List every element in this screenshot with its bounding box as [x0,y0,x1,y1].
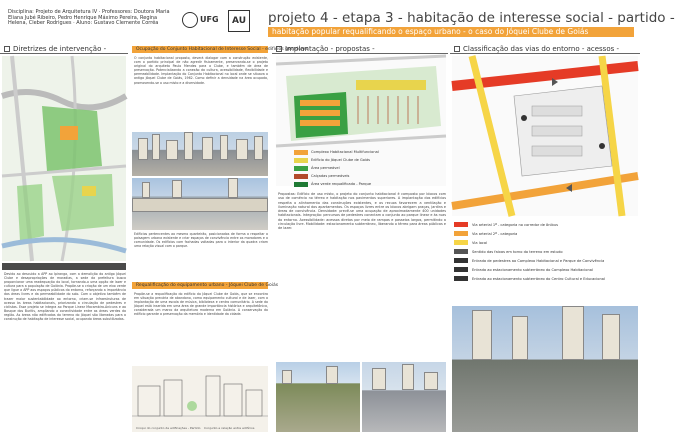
roads-legend [454,220,638,283]
poster-title: projeto 4 - etapa 3 - habitação de interesse social - partido - [268,10,675,26]
poster-subtitle: habitação popular requalificando o espaço urbano - o caso do Jóquei Clube de Goiás [272,27,589,36]
course-info-text: Disciplina: Projeto de Arquitetura IV · Professores: Doutora Maria Eliana Jubé Ribeiro, Pedro Henrique Máximo Pereira, Regina Helena, Cleber Rodrigues · Aluno: Gustavo Clemente Corrêa [8,9,170,26]
legend-label: Complexo Habitacional Multifuncional [311,150,379,154]
buildings-text: Edifícios pertencentes ao mesmo quarteirão, posicionados de forma a respeitar a paisagem urbana existente e criar espaços de convivência entre os moradores e a comunidade. Os edifícios com fachadas voltadas para o interior da quadra criam uma relação visual com o parque. [134,232,268,249]
legend-label: Via arterial 2ª - categoria [472,231,518,236]
ufg-logo-text: UFG [200,15,219,24]
legend-swatch [294,150,308,155]
legend-swatch [454,249,468,254]
section-heading [0,44,128,54]
legend-swatch [294,174,308,179]
legend-label: Área permeável [311,166,340,170]
legend-label: Via local [472,240,488,245]
occupation-text: O conjunto habitacional proposto, deverá dialogar com a construção existente, com o partido principal de não agredir fisicamente, preservando-se o projeto original do arquiteto Paulo Mendes para o Clube, e também de área de preservação. Potencializando a conexão da cultura, acessibilidade, flexibilidade e permeabilidade. Implantação do Conjunto Habitacional no local onde se situava o antigo Jóquei Clube de Goiás, 1962. Como definir a densidade na área ocupada, promovendo-se o uso misto e a diversidade. [134,56,268,85]
legend-swatch [294,166,308,171]
legend-item [454,247,638,256]
column-roads [450,44,640,434]
occupation-heading: Ocupação do Conjunto Habitacional de Interesse Social - edifícios geradores [132,46,268,53]
map-caption-bar [2,263,126,270]
implantation-heading: Implantação - propostas - [285,44,375,53]
section-marker-icon [454,46,460,52]
implantation-legend [294,148,394,188]
jockey-club-photo [132,178,268,230]
au-logo: AU [228,10,250,32]
legend-swatch [454,276,468,281]
legend-item [294,180,394,188]
interventions-heading: Diretrizes de intervenção - [13,44,107,53]
park-photo [276,362,360,432]
legend-label: Área verde requalificada - Parque [311,182,372,186]
section-marker-icon [276,46,282,52]
column-interventions [0,44,128,434]
legend-swatch [454,231,468,236]
legend-item [454,265,638,274]
roads-heading: Classificação das vias do entorno - acessos - [463,44,619,53]
legend-label: Edifício do Jóquei Clube de Goiás [311,158,371,162]
legend-label: Entrada ao estacionamento subterrâneo do Complexo Habitacional [472,267,593,272]
intervention-map [2,56,126,261]
sketch-panel [132,366,268,432]
legend-label: Via arterial 1ª - categoria no corredor de ônibus [472,222,558,227]
legend-item [454,229,638,238]
legend-item [454,220,638,229]
course-info [8,10,173,32]
skyline-photo [132,132,268,176]
legend-item [294,172,394,180]
section-heading [450,44,640,54]
avenue-photo [452,306,638,432]
legend-item [294,148,394,156]
poster-header [0,0,675,44]
legend-swatch [294,182,308,187]
street-photo [362,362,446,432]
sketch-drawing [132,366,268,432]
column-implantation [272,44,448,434]
legend-item [454,238,638,247]
legend-item [294,164,394,172]
section-heading [272,44,448,54]
legend-label: Calçadas permeáveis [311,174,350,178]
road-map-drawing [452,56,638,216]
legend-item [294,156,394,164]
legend-label: Entrada de pedestres ao Complexo Habitacional e Parque de Convivência [472,258,605,263]
legend-item [454,256,638,265]
column-occupation [130,44,308,434]
ufg-seal-icon [182,12,198,28]
proposals-text: Propostas: Edifício de uso misto, o projeto do conjunto habitacional é composto por blocos com uso de comércio no térreo e habitação nos pavimentos superiores. A implantação dos edifícios respeita o alinhamento das construções existentes, e os recuos favorecem a ventilação e iluminação natural dos apartamentos. Os espaços livres entre os blocos abrigam praças, jardins e áreas de convivência. Densidade: prevê-se uma ocupação de aproximadamente 400 unidades habitacionais. Integração: percursos de pedestres conectam o conjunto ao parque linear e às ruas do entorno. Acessibilidade: acessos diretos por meio de rampas e passeios largos, permitindo a circulação livre. Mobilidade: estacionamento subterrâneo, liberando o térreo para áreas públicas e de lazer. [278,192,446,231]
legend-swatch [454,267,468,272]
legend-label: Sentido das faixas em torno do terreno em estudo [472,249,563,254]
sketch-caption-left: Croqui do conjunto de edificações - Partido [136,426,201,430]
ufg-logo [182,12,222,30]
interventions-text: Devido ao descuido a APP ao Ipiranga, com a demolição do antigo Jóquei Clube e desapropriações de moradias, a sede da prefeitura busca proporcionar uma readequação do local, tornando-o uma opção de lazer e cultura para a população de Goiânia. Propõe-se a criação de um eixo verde que ligue a APP aos espaços públicos do entorno, reforçando a importância das áreas livres e da permeabilidade do solo. Com o objetivo também de trazer maior sustentabilidade ao entorno, criam-se infraestruturas de acesso às áreas habitacionais, priorizando a circulação de pedestres e ciclistas. Esse projeto se integra ao Parque Linear Macambira-Anicuns e ao Bosque dos Buritis, ampliando a conectividade entre as áreas verdes da região. As áreas não edificadas do terreno do Jóquei são liberadas para a construção de habitação de interesse social, ocupando áreas subutilizadas. [4,272,126,322]
legend-swatch [454,240,468,245]
legend-swatch [454,258,468,263]
section-marker-icon [4,46,10,52]
sketch-caption-right: Conjunto e relação entre edifícios [204,426,255,430]
legend-label: Entrada ao estacionamento subterrâneo do Centro Cultural e Educacional [472,276,605,281]
intervention-map-drawing [2,56,126,261]
legend-swatch [454,222,468,227]
requalification-text: Propõe-se a requalificação do edifício do Jóquei Clube de Goiás, que se encontra em situação precária de abandono, como equipamento cultural e de lazer, com a implantação de uma escola de música, biblioteca e centro comunitário. A sede do Jóquei está inserida em uma área de grande importância histórica e arquitetônica, considerada um marco da arquitetura moderna em Goiânia. A conservação do edifício garante a preservação da memória e identidade da cidade. [134,292,268,317]
legend-swatch [294,158,308,163]
road-classification-map [452,56,638,216]
requalification-heading: Requalificação do equipamento urbano - Jóquei Clube de Goiás [132,282,268,289]
legend-item [454,274,638,283]
